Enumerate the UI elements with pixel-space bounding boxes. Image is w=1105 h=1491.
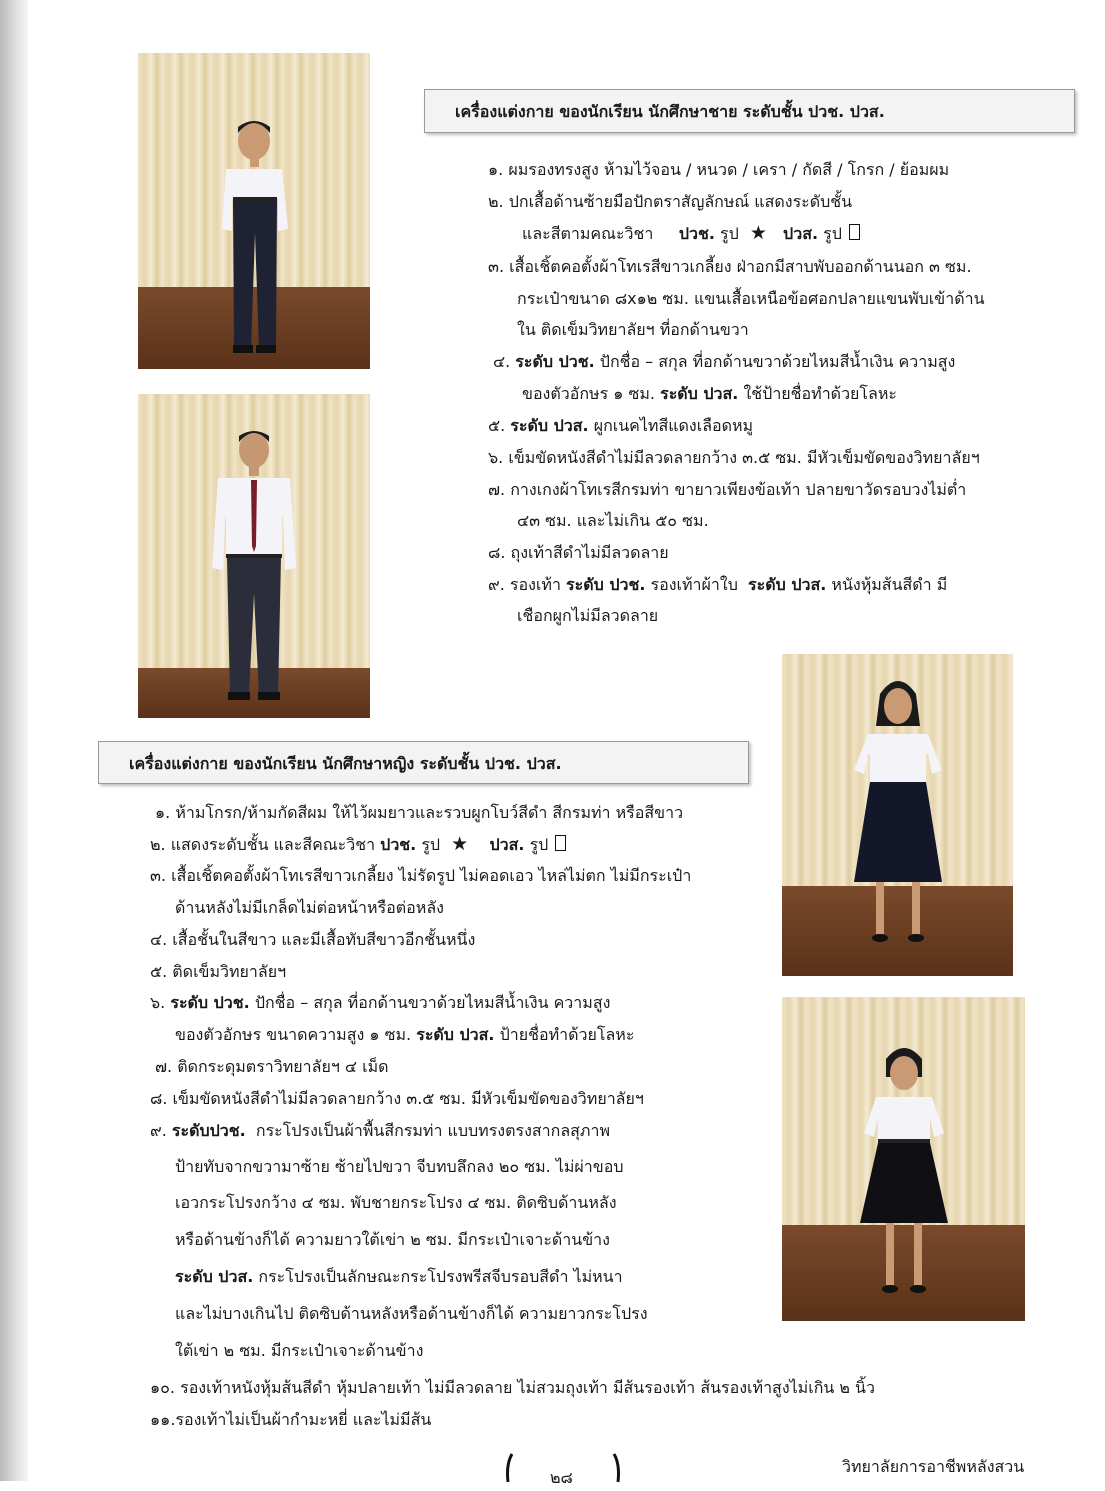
male-item-6: ๖. เข็มขัดหนังสีดำไม่มีลวดลายกว้าง ๓.๕ ซม. มีหัวเข็มขัดของวิทยาลัยฯ — [488, 448, 980, 467]
female-item-11: ๑๑.รองเท้าไม่เป็นผ้ากำมะหยี่ และไม่มีส้น — [150, 1410, 432, 1429]
square-icon — [555, 835, 566, 851]
male-item-2-cont: และสีตามคณะวิชา ปวช. รูป ★ ปวส. รูป — [522, 222, 860, 247]
female-item-6: ๖. ระดับ ปวช. ปักชื่อ – สกุล ที่อกด้านขวาด้วยไหมสีน้ำเงิน ความสูง — [150, 993, 611, 1012]
female-item-5: ๕. ติดเข็มวิทยาลัยฯ — [150, 962, 287, 981]
female-item-4: ๔. เสื้อชั้นในสีขาว และมีเสื้อทับสีขาวอีกชั้นหนึ่ง — [150, 930, 476, 949]
male-item-3-cont-b: ใน ติดเข็มวิทยาลัยฯ ที่อกด้านขวา — [517, 320, 749, 339]
photo-male-vocational — [138, 53, 370, 369]
female-uniform-header: เครื่องแต่งกาย ของนักเรียน นักศึกษาหญิง ระดับชั้น ปวช. ปวส. — [98, 741, 749, 784]
female-item-9: ๙. ระดับปวช. กระโปรงเป็นผ้าพื้นสีกรมท่า แบบทรงตรงสากลสุภาพ — [150, 1121, 610, 1140]
male-item-8: ๘. ถุงเท้าสีดำไม่มีลวดลาย — [488, 543, 669, 562]
male-item-4: ๔. ระดับ ปวช. ปักชื่อ – สกุล ที่อกด้านขวาด้วยไหมสีน้ำเงิน ความสูง — [493, 352, 956, 371]
female-item-9-cont-f: ใต้เข่า ๒ ซม. มีกระเป๋าเจาะด้านข้าง — [175, 1341, 424, 1360]
female-item-9-cont-a: ป้ายทับจากขวามาซ้าย ซ้ายไปขวา จีบทบลึกลง ๒๐ ซม. ไม่ผ่าขอบ — [175, 1157, 624, 1176]
male-item-5: ๕. ระดับ ปวส. ผูกเนคไทสีแดงเลือดหมู — [488, 416, 754, 435]
page-number: ๒๘ — [502, 1448, 622, 1488]
male-item-7: ๗. กางเกงผ้าโทเรสีกรมท่า ขายาวเพียงข้อเท้า ปลายขาวัดรอบวงไม่ต่ำ — [488, 480, 967, 499]
photo-female-vocational — [782, 654, 1013, 976]
male-item-4-cont: ของตัวอักษร ๑ ซม. ระดับ ปวส. ใช้ป้ายชื่อทำด้วยโลหะ — [522, 384, 897, 403]
male-item-1: ๑. ผมรองทรงสูง ห้ามไว้จอน / หนวด / เครา / กัดสี / โกรก / ย้อมผม — [488, 160, 950, 179]
photo-female-high-vocational — [782, 997, 1025, 1321]
female-item-9-cont-c: หรือด้านข้างก็ได้ ความยาวใต้เข่า ๒ ซม. มีกระเป๋าเจาะด้านข้าง — [175, 1230, 610, 1249]
female-item-9-cont-e: และไม่บางเกินไป ติดซิบด้านหลังหรือด้านข้างก็ได้ ความยาวกระโปรง — [175, 1304, 648, 1323]
college-name: วิทยาลัยการอาชีพหลังสวน — [842, 1457, 1025, 1476]
male-item-9-cont: เชือกผูกไม่มีลวดลาย — [517, 606, 659, 625]
male-item-3: ๓. เสื้อเชิ้ตคอตั้งผ้าโทเรสีขาวเกลี้ยง ฝ่าอกมีสาบพับออกด้านนอก ๓ ซม. — [488, 257, 972, 276]
female-item-9-cont-b: เอวกระโปรงกว้าง ๔ ซม. พับชายกระโปรง ๔ ซม. ติดซิบด้านหลัง — [175, 1193, 617, 1212]
female-item-6-cont: ของตัวอักษร ขนาดความสูง ๑ ซม. ระดับ ปวส. ป้ายชื่อทำด้วยโลหะ — [175, 1025, 635, 1044]
male-item-7-cont: ๔๓ ซม. และไม่เกิน ๕๐ ซม. — [517, 511, 709, 530]
female-item-1: ๑. ห้ามโกรก/ห้ามกัดสีผม ให้ไว้ผมยาวและรวบผูกโบว์สีดำ สีกรมท่า หรือสีขาว — [155, 803, 684, 822]
female-item-2: ๒. แสดงระดับชั้น และสีคณะวิชา ปวช. รูป ★ ปวส. รูป — [150, 833, 566, 858]
female-item-8: ๘. เข็มขัดหนังสีดำไม่มีลวดลายกว้าง ๓.๕ ซม. มีหัวเข็มขัดของวิทยาลัยฯ — [150, 1089, 644, 1108]
square-icon — [849, 224, 860, 240]
female-item-3: ๓. เสื้อเชิ้ตคอตั้งผ้าโทเรสีขาวเกลี้ยง ไม่รัดรูป ไม่คอดเอว ไหล่ไม่ตก ไม่มีกระเป๋า — [150, 866, 692, 885]
star-icon: ★ — [749, 222, 767, 244]
female-item-7: ๗. ติดกระดุมตราวิทยาลัยฯ ๔ เม็ด — [155, 1057, 389, 1076]
male-item-3-cont-a: กระเป๋าขนาด ๘x๑๒ ซม. แขนเสื้อเหนือข้อศอกปลายแขนพับเข้าด้าน — [517, 289, 985, 308]
star-icon: ★ — [451, 833, 469, 855]
page-edge-shadow — [0, 0, 28, 1481]
male-item-2: ๒. ปกเสื้อด้านซ้ายมือปักตราสัญลักษณ์ แสดงระดับชั้น — [488, 192, 853, 211]
female-item-3-cont: ด้านหลังไม่มีเกล็ดไม่ต่อหน้าหรือต่อหลัง — [175, 898, 444, 917]
female-item-9-cont-d: ระดับ ปวส. กระโปรงเป็นลักษณะกระโปรงพรีสจีบรอบสีดำ ไม่หนา — [175, 1267, 623, 1286]
male-uniform-header: เครื่องแต่งกาย ของนักเรียน นักศึกษาชาย ระดับชั้น ปวช. ปวส. — [424, 89, 1075, 133]
photo-male-high-vocational — [138, 394, 370, 718]
male-item-9: ๙. รองเท้า ระดับ ปวช. รองเท้าผ้าใบ ระดับ ปวส. หนังหุ้มส้นสีดำ มี — [488, 575, 948, 594]
female-item-10: ๑๐. รองเท้าหนังหุ้มส้นสีดำ หุ้มปลายเท้า ไม่มีลวดลาย ไม่สวมถุงเท้า มีส้นรองเท้า ส้นรองเท้าสูงไม่เกิน ๒ นิ้ว — [150, 1378, 875, 1397]
